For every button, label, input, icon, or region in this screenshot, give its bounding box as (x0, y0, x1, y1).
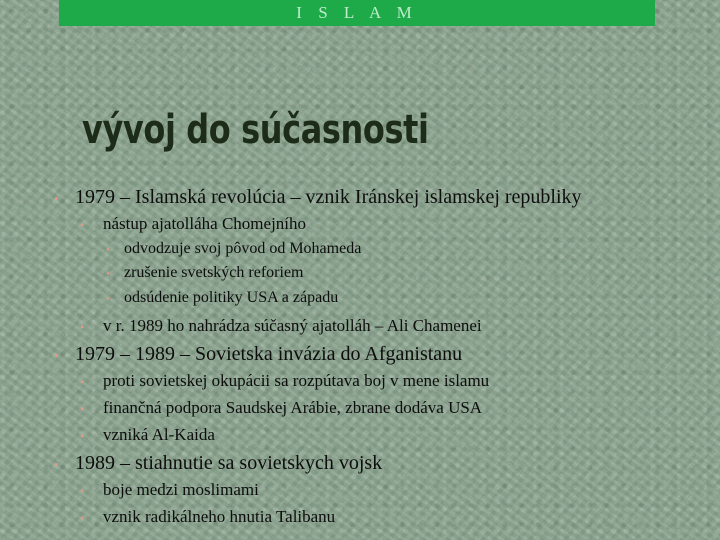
bullet-text: odvodzuje svoj pôvod od Mohameda (124, 240, 362, 257)
bullet-icon: • (80, 402, 85, 416)
bullet-text: proti sovietskej okupácii sa rozpútava boj v mene islamu (103, 371, 490, 390)
bullet-icon: • (54, 348, 59, 363)
bullet-icon: • (80, 429, 85, 443)
bullet-icon: • (80, 218, 85, 232)
bullet-item-level2 (80, 425, 215, 445)
bullet-text: 1989 – stiahnutie sa sovietskych vojsk (75, 452, 383, 474)
bullet-icon: • (106, 268, 110, 280)
bullet-item-level3 (106, 289, 338, 307)
bullet-text: 1979 – Islamská revolúcia – vznik Iránskej islamskej republiky (75, 186, 582, 208)
bullet-item-level3 (106, 240, 361, 258)
bullet-item-level2 (80, 507, 335, 527)
bullet-item-level2 (80, 316, 482, 336)
bullet-icon: • (80, 375, 85, 389)
bullet-text: nástup ajatolláha Chomejního (103, 214, 307, 233)
bullet-item-level1 (54, 452, 382, 475)
bullet-icon: • (80, 320, 85, 334)
bullet-item-level1 (54, 186, 582, 209)
bullet-icon: • (80, 511, 85, 525)
bullet-item-level2 (80, 214, 306, 234)
bullet-text: zrušenie svetských reforiem (124, 264, 304, 281)
bullet-item-level1 (54, 343, 462, 366)
bullet-text: boje medzi moslimami (103, 480, 259, 499)
bullet-item-level2 (80, 398, 482, 418)
bullet-item-level2 (80, 371, 489, 391)
bullet-icon: • (80, 484, 85, 498)
bullet-icon: • (54, 191, 59, 206)
bullet-icon: • (106, 244, 110, 256)
banner-text: I S L A M (296, 3, 418, 22)
bullet-icon: • (106, 293, 110, 305)
bullet-item-level3 (106, 264, 303, 282)
bullet-icon: • (54, 457, 59, 472)
slide-title: vývoj do súčasnosti (82, 107, 429, 153)
bullet-text: v r. 1989 ho nahrádza súčasný ajatolláh – Ali Chamenei (103, 316, 482, 335)
bullet-text: vzniká Al-Kaida (103, 425, 215, 444)
bullet-text: vznik radikálneho hnutia Talibanu (103, 507, 336, 526)
bullet-text: 1979 – 1989 – Sovietska invázia do Afganistanu (75, 343, 463, 365)
bullet-item-level2 (80, 480, 259, 500)
bullet-text: finančná podpora Saudskej Arábie, zbrane dodáva USA (103, 398, 483, 417)
bullet-text: odsúdenie politiky USA a západu (124, 289, 339, 306)
